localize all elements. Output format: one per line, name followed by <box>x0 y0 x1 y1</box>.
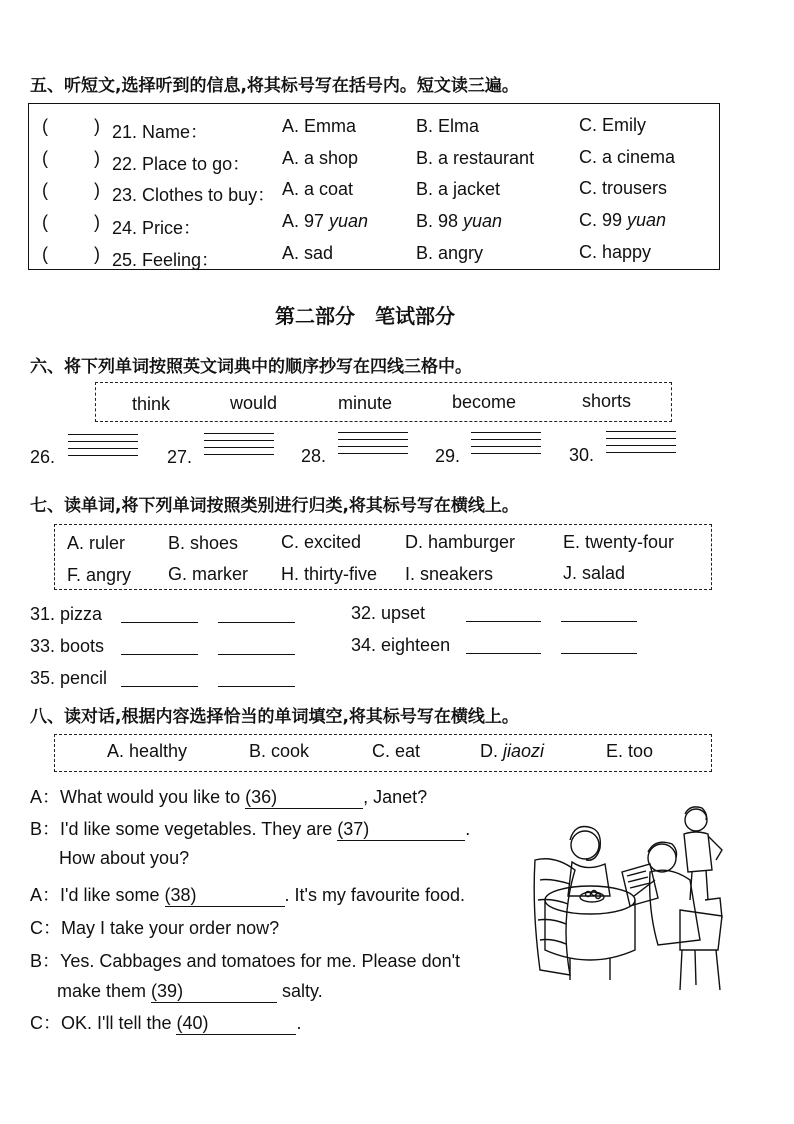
question-21: 21. Name： <box>112 122 209 142</box>
word-become: become <box>452 392 517 412</box>
four-line-grid-29[interactable] <box>471 432 541 460</box>
answer-paren-open: ( <box>42 212 48 232</box>
option-21b: B. Elma <box>416 116 480 136</box>
speaker-label: B： <box>30 819 61 839</box>
section6-heading: 六、将下列单词按照英文词典中的顺序抄写在四线三格中。 <box>30 357 472 377</box>
answer-paren-close: ) <box>94 148 100 168</box>
option-a: A. ruler <box>67 533 126 553</box>
option-h: H. thirty-five <box>281 564 378 584</box>
item-33: 33. boots <box>30 636 105 656</box>
word-minute: minute <box>338 393 393 413</box>
question-22: 22. Place to go： <box>112 154 251 174</box>
item-32: 32. upset <box>351 603 426 623</box>
section7-heading: 七、读单词,将下列单词按照类别进行归类,将其标号写在横线上。 <box>30 496 519 516</box>
blank-37[interactable]: (37) <box>337 819 465 841</box>
speaker-label: A： <box>30 885 61 905</box>
option-d: D. hamburger <box>405 532 516 552</box>
answer-line-32b[interactable] <box>561 621 637 622</box>
option-21a: A. Emma <box>282 116 357 136</box>
option-cook: B. cook <box>249 741 310 761</box>
four-line-grid-27[interactable] <box>204 433 274 461</box>
option-25b: B. angry <box>416 243 484 263</box>
question-25: 25. Feeling： <box>112 250 220 270</box>
option-jiaozi: D. jiaozi <box>480 741 545 761</box>
item-31: 31. pizza <box>30 604 103 624</box>
answer-line-34a[interactable] <box>466 653 541 654</box>
answer-line-35b[interactable] <box>218 686 295 687</box>
word-think: think <box>132 394 171 414</box>
option-21c: C. Emily <box>579 115 646 135</box>
blank-38[interactable]: (38) <box>165 885 285 907</box>
part2-title: 第二部分 笔试部分 <box>275 304 455 328</box>
speaker-label: C： <box>30 1013 61 1033</box>
option-24b: B. 98 yuan <box>416 211 503 231</box>
option-22c: C. a cinema <box>579 147 676 167</box>
option-25a: A. sad <box>282 243 334 263</box>
section8-heading: 八、读对话,根据内容选择恰当的单词填空,将其标号写在横线上。 <box>30 707 519 727</box>
option-c: C. excited <box>281 532 362 552</box>
option-23b: B. a jacket <box>416 179 501 199</box>
answer-paren-close: ) <box>94 116 100 136</box>
answer-line-32a[interactable] <box>466 621 541 622</box>
answer-paren-open: ( <box>42 116 48 136</box>
option-22a: A. a shop <box>282 148 359 168</box>
four-line-grid-28[interactable] <box>338 432 408 460</box>
option-f: F. angry <box>67 565 132 585</box>
four-line-grid-30[interactable] <box>606 431 676 459</box>
number-29: 29. <box>435 446 461 466</box>
answer-paren-open: ( <box>42 244 48 264</box>
question-24: 24. Price： <box>112 218 202 238</box>
answer-line-33b[interactable] <box>218 654 295 655</box>
dialogue-line-7: make them (39) salty. <box>57 981 323 1001</box>
option-24a: A. 97 yuan <box>282 211 369 231</box>
option-25c: C. happy <box>579 242 652 262</box>
speaker-label: B： <box>30 951 61 971</box>
question-23: 23. Clothes to buy： <box>112 185 276 205</box>
option-23c: C. trousers <box>579 178 668 198</box>
answer-line-35a[interactable] <box>121 686 198 687</box>
speaker-label: C： <box>30 918 61 938</box>
restaurant-illustration <box>530 800 730 1000</box>
option-too: E. too <box>606 741 654 761</box>
option-g: G. marker <box>168 564 249 584</box>
word-would: would <box>230 393 278 413</box>
dialogue-line-5: C：May I take your order now? <box>30 918 280 938</box>
four-line-grid-26[interactable] <box>68 434 138 462</box>
option-healthy: A. healthy <box>107 741 188 761</box>
option-eat: C. eat <box>372 741 421 761</box>
number-30: 30. <box>569 445 595 465</box>
section5-heading: 五、听短文,选择听到的信息,将其标号写在括号内。短文读三遍。 <box>30 76 519 96</box>
dialogue-line-3: How about you? <box>59 848 190 868</box>
speaker-label: A： <box>30 787 61 807</box>
option-23a: A. a coat <box>282 179 354 199</box>
dialogue-line-2: B：I'd like some vegetables. They are (37) . <box>30 819 471 839</box>
item-35: 35. pencil <box>30 668 108 688</box>
answer-paren-close: ) <box>94 212 100 232</box>
answer-line-31a[interactable] <box>121 622 198 623</box>
option-e: E. twenty-four <box>563 532 675 552</box>
option-22b: B. a restaurant <box>416 148 535 168</box>
word-shorts: shorts <box>582 391 632 411</box>
dialogue-line-1: A：What would you like to (36) , Janet? <box>30 787 428 807</box>
dialogue-line-6: B：Yes. Cabbages and tomatoes for me. Please don't <box>30 951 461 971</box>
number-28: 28. <box>301 446 327 466</box>
section5-rows <box>0 0 794 300</box>
answer-line-31b[interactable] <box>218 622 295 623</box>
option-b: B. shoes <box>168 533 239 553</box>
answer-paren-open: ( <box>42 148 48 168</box>
option-j: J. salad <box>563 563 626 583</box>
answer-paren-close: ) <box>94 180 100 200</box>
option-24c: C. 99 yuan <box>579 210 667 230</box>
answer-paren-open: ( <box>42 180 48 200</box>
option-i: I. sneakers <box>405 564 494 584</box>
dialogue-line-8: C：OK. I'll tell the (40) . <box>30 1013 302 1033</box>
number-26: 26. <box>30 447 56 467</box>
answer-paren-close: ) <box>94 244 100 264</box>
blank-39[interactable]: (39) <box>151 981 277 1003</box>
blank-36[interactable]: (36) <box>245 787 363 809</box>
dialogue-line-4: A：I'd like some (38) . It's my favourite food. <box>30 885 466 905</box>
answer-line-34b[interactable] <box>561 653 637 654</box>
item-34: 34. eighteen <box>351 635 451 655</box>
number-27: 27. <box>167 447 193 467</box>
blank-40[interactable]: (40) <box>176 1013 296 1035</box>
answer-line-33a[interactable] <box>121 654 198 655</box>
